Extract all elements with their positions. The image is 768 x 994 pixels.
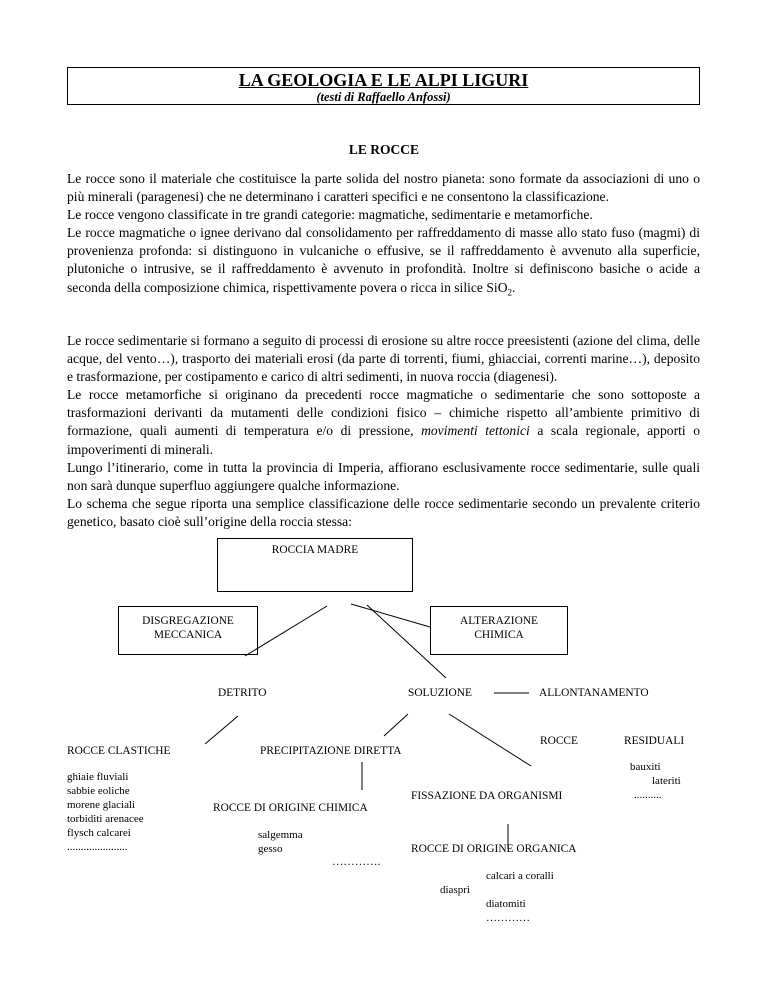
label-rocce: ROCCE	[540, 735, 578, 747]
intro-paragraph-2: Le rocce vengono classificate in tre grandi categorie: magmatiche, sedimentarie e metamorfiche.	[67, 207, 593, 223]
label-detrito: DETRITO	[218, 687, 267, 699]
body-paragraph-5: Le rocce metamorfiche si originano da precedenti rocce magmatiche o sedimentarie che sono sottoposte a trasformazioni derivanti da mutamenti delle condizioni fisico – chimiche rispetto all’ambiente primitivo di formazione, quali aumenti di temperatura e/o di pressione, movimenti tettonici a scala regionale, apporti o impoverimenti di minerali.	[67, 387, 700, 457]
label-fissazione: FISSAZIONE DA ORGANISMI	[411, 790, 563, 802]
label-soluzione: SOLUZIONE	[408, 687, 472, 699]
organica-item-2: diaspri	[440, 884, 470, 896]
label-origine-chimica: ROCCE DI ORIGINE CHIMICA	[213, 802, 368, 814]
organica-item-1: calcari a coralli	[486, 870, 554, 882]
intro-paragraph-3: Le rocce magmatiche o ignee derivano dal consolidamento per raffreddamento di masse allo stato fuso (magmi) di provenienza profonda: si distinguono in vulcaniche o effusive, se il raffreddamento è avvenuto alla superficie, plutoniche o intrusive, se il raffreddamento è avvenuto in profondità. Inoltre si definiscono basiche o acide a seconda della composizione chimica, rispettivamente povera o ricca in silice SiO$_2$.	[67, 225, 700, 298]
body-paragraph-4: Le rocce sedimentarie si formano a seguito di processi di erosione su altre rocce preesistenti (azione del clima, delle acque, del vento…), trasporto dei materiali erosi (da parte di torrenti, fiumi, ghiacciai, correnti marine…), deposito e trasformazione, per costipamento e carico di altri sedimenti, in nuova roccia (diagenesi).	[67, 333, 700, 385]
body-paragraph-7: Lo schema che segue riporta una semplice classificazione delle rocce sedimentarie secondo un prevalente criterio genetico, basato cioè sull’origine della roccia stessa:	[67, 495, 700, 529]
label-residuali: RESIDUALI	[624, 735, 685, 747]
residuali-list: bauxiti lateriti ..........	[630, 761, 681, 801]
page-title: LA GEOLOGIA E LE ALPI LIGURI	[238, 70, 529, 90]
body-paragraph-6: Lungo l’itinerario, come in tutta la provincia di Imperia, affiorano esclusivamente rocce sedimentarie, sulle quali non sarà dunque superfluo aggiungere qualche informazione.	[67, 459, 700, 493]
line-soluzione-right	[449, 714, 531, 766]
organica-item-4: …………	[486, 912, 530, 924]
chimica-dots: ………….	[332, 856, 381, 868]
page-subtitle: (testi di Raffaello Anfossi)	[316, 90, 451, 104]
organica-item-3: diatomiti	[486, 898, 526, 910]
line-madre-right	[351, 604, 430, 627]
disgregazione-box: DISGREGAZIONE MECCANICA	[118, 606, 258, 655]
intro-paragraph-1: Le rocce sono il materiale che costituisce la parte solida del nostro pianeta: sono formate da associazioni di uno o più minerali (paragenesi) che ne determinano i caratteri specifici e ne consentono la classificazione.	[67, 171, 700, 205]
label-precipitazione-diretta: PRECIPITAZIONE DIRETTA	[260, 745, 402, 757]
label-rocce-clastiche: ROCCE CLASTICHE	[67, 745, 171, 757]
alterazione-box: ALTERAZIONE CHIMICA	[430, 606, 568, 655]
clastiche-list: ghiaie fluviali sabbie eoliche morene glaciali torbiditi arenacee flysch calcarei ......................	[67, 771, 144, 853]
chimica-list: salgemma gesso	[258, 829, 303, 855]
label-origine-organica: ROCCE DI ORIGINE ORGANICA	[411, 843, 577, 855]
roccia-madre-box: ROCCIA MADRE	[217, 538, 413, 592]
label-allontanamento: ALLONTANAMENTO	[539, 687, 649, 699]
section-title: LE ROCCE	[348, 142, 420, 157]
line-detrito	[205, 716, 238, 744]
line-soluzione-left	[384, 714, 408, 736]
